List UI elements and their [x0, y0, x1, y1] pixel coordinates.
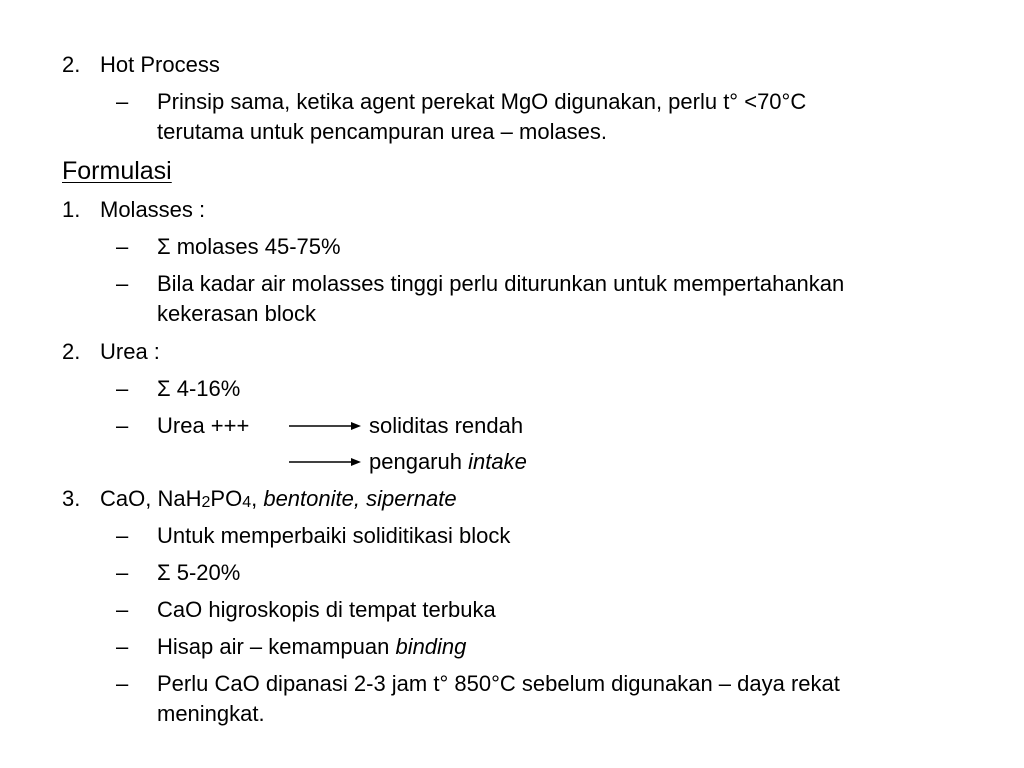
bullet-dash: –: [116, 376, 129, 401]
hot-process-bullet-line1: Prinsip sama, ketika agent perekat MgO digunakan, perlu t° <70°C: [157, 89, 807, 114]
molasses-bullet-2-line1: Bila kadar air molasses tinggi perlu diturunkan untuk mempertahankan: [157, 271, 845, 296]
cao-bullet-1: Untuk memperbaiki soliditikasi block: [157, 523, 511, 548]
item-3-title-italic: bentonite, sipernate: [263, 486, 457, 511]
bullet-dash: –: [116, 413, 129, 438]
urea-bullet-1: Σ 4-16%: [157, 376, 241, 401]
item-3-title: [100, 484, 457, 517]
item-2-title: Urea :: [100, 339, 160, 364]
hot-process-title: Hot Process: [100, 52, 220, 77]
item-3-subscript-1: 2: [201, 494, 211, 511]
arrow-right-icon: [289, 420, 361, 432]
bullet-dash: –: [116, 671, 129, 696]
item-2-number: 2.: [62, 339, 81, 364]
item-3-title-part3: ,: [251, 486, 264, 511]
hot-process-bullet-line2: terutama untuk pencampuran urea – molases.: [157, 119, 608, 144]
bullet-dash: –: [116, 560, 129, 585]
bullet-dash: –: [116, 271, 129, 296]
cao-bullet-5-line1: Perlu CaO dipanasi 2-3 jam t° 850°C sebelum digunakan – daya rekat: [157, 671, 840, 696]
bullet-dash: –: [116, 634, 129, 659]
cao-bullet-2: Σ 5-20%: [157, 560, 241, 585]
hot-process-number: 2.: [62, 52, 81, 77]
bullet-dash: –: [116, 234, 129, 259]
item-3-number: 3.: [62, 486, 81, 511]
cao-bullet-4-italic: binding: [395, 634, 467, 659]
cao-bullet-4-plain: Hisap air – kemampuan: [157, 634, 396, 659]
formulasi-heading: Formulasi: [62, 157, 172, 185]
item-1-number: 1.: [62, 197, 81, 222]
urea-effect-intake: [369, 447, 527, 477]
bullet-dash: –: [116, 597, 129, 622]
urea-bullet-2: Urea +++: [157, 413, 250, 438]
molasses-bullet-1: Σ molases 45-75%: [157, 234, 341, 259]
bullet-dash: –: [116, 523, 129, 548]
item-3-subscript-2: 4: [242, 494, 252, 511]
urea-effect-intake-plain: pengaruh: [369, 449, 469, 474]
molasses-bullet-2-line2: kekerasan block: [157, 301, 316, 326]
item-1-title: Molasses :: [100, 197, 206, 222]
item-3-title-part1: CaO, NaH: [100, 486, 202, 511]
item-3-title-part2: PO: [210, 486, 243, 511]
bullet-dash: –: [116, 89, 129, 114]
cao-bullet-3: CaO higroskopis di tempat terbuka: [157, 597, 496, 622]
cao-bullet-4: [157, 632, 466, 662]
urea-effect-intake-italic: intake: [468, 449, 527, 474]
cao-bullet-5-line2: meningkat.: [157, 701, 265, 726]
urea-effect-soliditas: soliditas rendah: [369, 413, 524, 438]
arrow-right-icon: [289, 456, 361, 468]
